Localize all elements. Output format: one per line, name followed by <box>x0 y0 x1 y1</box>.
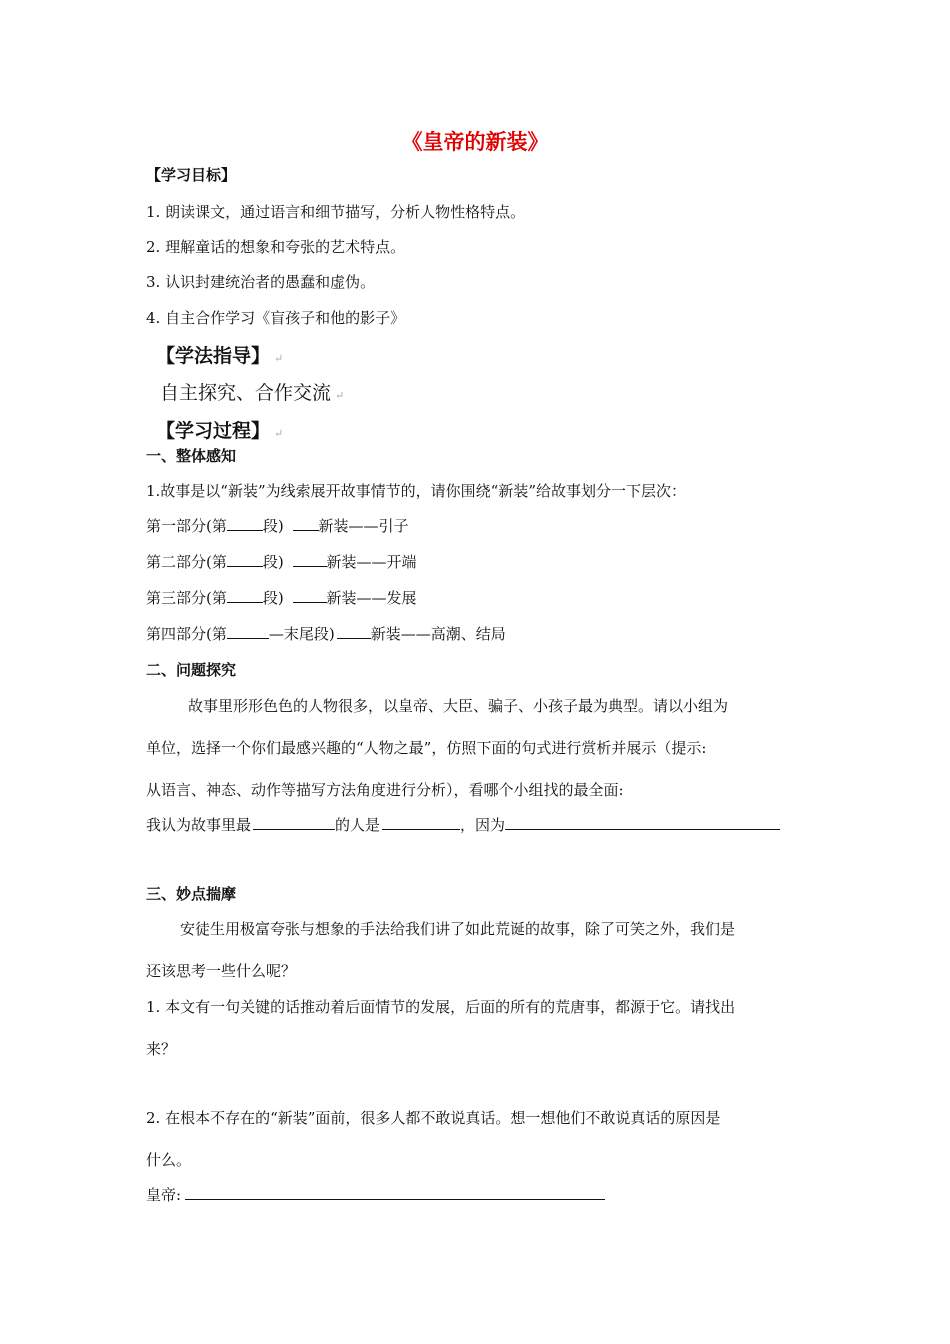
answer-blank[interactable] <box>293 516 319 531</box>
part-row <box>146 623 506 644</box>
answer-blank[interactable] <box>505 815 780 830</box>
section2-heading: 二、问题探究 <box>146 661 237 679</box>
part-suffix: 段) <box>262 517 284 535</box>
part-row <box>146 587 417 608</box>
part-label: 第四部分(第 <box>146 625 227 643</box>
goal-item: 2. 理解童话的想象和夸张的艺术特点。 <box>146 238 406 256</box>
answer-blank[interactable] <box>293 588 327 603</box>
section1-question: 1.故事是以“新装”为线索展开故事情节的，请你围绕“新装”给故事划分一下层次： <box>146 482 686 500</box>
part-desc: 新装——发展 <box>326 589 417 607</box>
goal-item: 3. 认识封建统治者的愚蠢和虚伪。 <box>146 273 376 291</box>
process-heading-row <box>156 416 283 443</box>
method-heading: 【学法指导】 <box>156 345 271 367</box>
frame-text: 的人是 <box>335 816 381 834</box>
section3-paragraph: 安徒生用极富夸张与想象的手法给我们讲了如此荒诞的故事，除了可笑之外，我们是 <box>180 920 736 938</box>
part-desc: 新装——开端 <box>326 553 417 571</box>
section3-paragraph: 还该思考一些什么呢？ <box>146 962 297 980</box>
emperor-label: 皇帝: <box>146 1186 182 1204</box>
method-heading-row <box>156 341 283 368</box>
frame-text: ，因为 <box>460 816 506 834</box>
part-label: 第一部分(第 <box>146 517 227 535</box>
answer-blank[interactable] <box>227 588 263 603</box>
section2-paragraph: 故事里形形色色的人物很多，以皇帝、大臣、骗子、小孩子最为典型。请以小组为 <box>188 697 729 715</box>
method-text: 自主探究、合作交流 <box>160 382 332 404</box>
part-suffix: 段) <box>262 553 284 571</box>
answer-blank[interactable] <box>185 1185 605 1200</box>
answer-blank[interactable] <box>293 552 327 567</box>
method-text-row <box>160 378 344 405</box>
part-label: 第三部分(第 <box>146 589 227 607</box>
question-text: 来？ <box>146 1040 177 1058</box>
answer-blank[interactable] <box>382 815 460 830</box>
answer-blank[interactable] <box>227 552 263 567</box>
answer-blank[interactable] <box>253 815 335 830</box>
emperor-answer-row <box>146 1184 605 1205</box>
answer-blank[interactable] <box>337 624 371 639</box>
frame-text: 我认为故事里最 <box>146 816 252 834</box>
sentence-frame <box>146 814 780 835</box>
part-label: 第二部分(第 <box>146 553 227 571</box>
process-heading: 【学习过程】 <box>156 420 271 442</box>
section1-heading: 一、整体感知 <box>146 447 237 465</box>
goals-heading: 【学习目标】 <box>146 166 237 184</box>
goal-item: 1. 朗读课文，通过语言和细节描写，分析人物性格特点。 <box>146 203 526 221</box>
part-row <box>146 515 409 536</box>
document-title: 《皇帝的新装》 <box>401 130 549 154</box>
answer-blank[interactable] <box>227 516 263 531</box>
part-desc: 新装——高潮、结局 <box>370 625 506 643</box>
return-mark-icon: ↵ <box>335 389 345 402</box>
answer-blank[interactable] <box>227 624 269 639</box>
part-suffix: —末尾段) <box>268 625 335 643</box>
return-mark-icon: ↵ <box>274 427 284 440</box>
section3-heading: 三、妙点揣摩 <box>146 885 237 903</box>
question-text: 1. 本文有一句关键的话推动着后面情节的发展，后面的所有的荒唐事，都源于它。请找出 <box>146 998 736 1016</box>
return-mark-icon: ↵ <box>274 352 284 365</box>
part-row <box>146 551 417 572</box>
section2-paragraph: 单位，选择一个你们最感兴趣的“人物之最”，仿照下面的句式进行赏析并展示（提示: <box>146 739 707 757</box>
section2-paragraph: 从语言、神态、动作等描写方法角度进行分析），看哪个小组找的最全面: <box>146 781 624 799</box>
question-text: 什么。 <box>146 1151 192 1169</box>
question-text: 2. 在根本不存在的“新装”面前，很多人都不敢说真话。想一想他们不敢说真话的原因是 <box>146 1109 721 1127</box>
part-suffix: 段) <box>262 589 284 607</box>
part-desc: 新装——引子 <box>318 517 409 535</box>
goal-item: 4. 自主合作学习《盲孩子和他的影子》 <box>146 309 406 327</box>
